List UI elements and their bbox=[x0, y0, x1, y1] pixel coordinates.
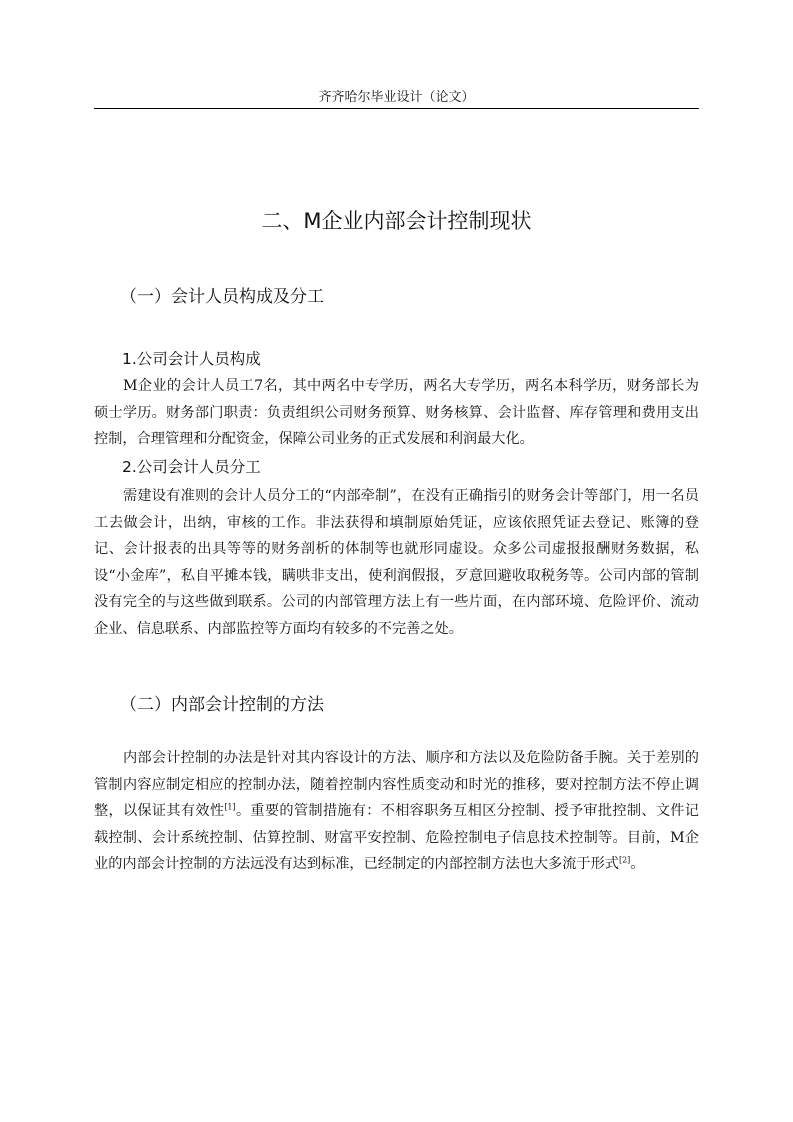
paragraph-staff-division: 需建设有准则的会计人员分工的“内部牵制”，在没有正确指引的财务会计等部门，用一名员工去做会计，出纳，审核的工作。非法获得和填制原始凭证，应该依照凭证去登记、账簿的登记、会计报表的出具等等的财务剖析的体制等也就形同虚设。众多公司虚报报酬财务数据，私设“小金库”，私自平摊本钱，瞒哄非支出，使利润假报，歹意回避收取税务等。公司内部的管制没有完全的与这些做到联系。公司的内部管理方法上有一些片面，在内部环境、危险评价、流动企业、信息联系、内部监控等方面均有较多的不完善之处。 bbox=[94, 488, 699, 637]
chapter-title: 二、M企业内部会计控制现状 bbox=[261, 209, 532, 233]
citation-ref-2[interactable]: [2] bbox=[618, 855, 631, 865]
subsection-heading-1: 1.公司会计人员构成 bbox=[122, 350, 261, 368]
citation-ref-1[interactable]: [1] bbox=[224, 802, 236, 812]
section-heading-2: （二）内部会计控制的方法 bbox=[120, 695, 324, 715]
paragraph-text-part3: 。 bbox=[630, 856, 645, 872]
subsection-heading-2: 2.公司会计人员分工 bbox=[122, 458, 261, 476]
paragraph-control-methods bbox=[94, 745, 699, 878]
header-divider bbox=[94, 108, 699, 109]
paragraph-staff-composition: M企业的会计人员工7名，其中两名中专学历，两名大专学历，两名本科学历，财务部长为硕士学历。财务部门职责：负责组织公司财务预算、财务核算、会计监督、库存管理和费用支出控制，合理管理和分配资金，保障公司业务的正式发展和利润最大化。 bbox=[94, 378, 699, 447]
paragraph-text-part2: 。重要的管制措施有：不相容职务互相区分控制、授予审批控制、文件记载控制、会计系统控制、估算控制、财富平安控制、危险控制电子信息技术控制等。目前，M企业的内部会计控制的方法远没有达到标准，已经制定的内部控制方法也大多流于形式 bbox=[94, 803, 699, 872]
page-header: 齐齐哈尔毕业设计（论文） bbox=[318, 90, 475, 105]
section-heading-1: （一）会计人员构成及分工 bbox=[120, 287, 324, 307]
paragraph-text-part1: 内部会计控制的办法是针对其内容设计的方法、顺序和方法以及危险防备手腕。关于差别的管制内容应制定相应的控制办法，随着控制内容性质变动和时光的推移，要对控制方法不停止调整，以保证其有效性 bbox=[94, 750, 699, 819]
